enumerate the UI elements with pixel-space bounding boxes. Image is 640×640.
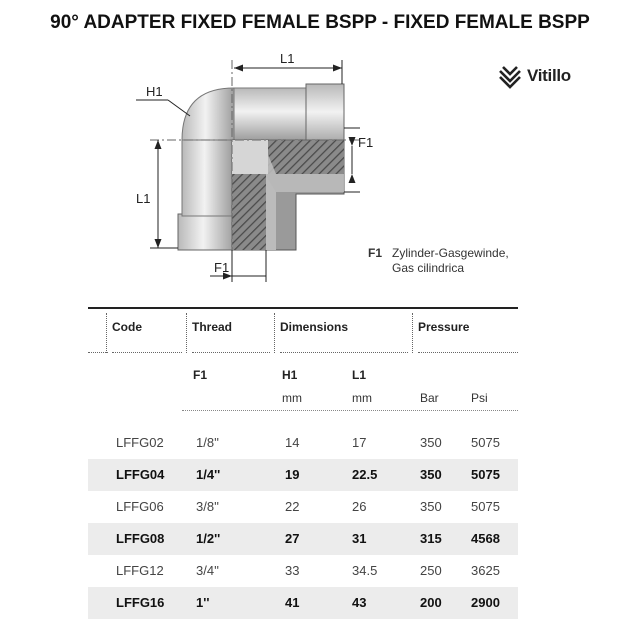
cell-thread: 1/4'' [196, 467, 221, 482]
cell-code: LFFG02 [116, 435, 164, 450]
cell-code: LFFG04 [116, 467, 165, 482]
cell-thread: 1/8'' [196, 435, 220, 450]
subheader-h1: H1 [282, 368, 298, 382]
cell-bar: 350 [420, 467, 442, 482]
cell-l1: 22.5 [352, 467, 378, 482]
cell-thread: 1/2'' [196, 531, 221, 546]
header-underline [192, 352, 270, 353]
subheader-l1: L1 [352, 368, 367, 382]
header-pressure: Pressure [418, 320, 470, 334]
vitillo-logo-icon [497, 63, 523, 89]
cell-psi: 3625 [471, 563, 500, 578]
cell-psi: 5075 [471, 467, 500, 482]
cell-h1: 22 [285, 499, 300, 514]
header-underline [280, 352, 408, 353]
cell-thread: 3/8'' [196, 499, 220, 514]
cell-l1: 17 [352, 435, 367, 450]
cell-l1: 31 [352, 531, 367, 546]
fitting-drawing [110, 50, 410, 290]
table-row [88, 523, 518, 555]
cell-psi: 5075 [471, 435, 500, 450]
cell-code: LFFG06 [116, 499, 164, 514]
legend-line-2: Gas cilindrica [392, 261, 465, 275]
cell-h1: 27 [285, 531, 300, 546]
vertical-body [182, 140, 232, 216]
cell-l1: 43 [352, 595, 367, 610]
header-dimensions: Dimensions [280, 320, 349, 334]
header-underline [112, 352, 182, 353]
header-underline [88, 352, 108, 353]
elbow-bend [182, 88, 234, 140]
column-divider [274, 313, 275, 353]
cell-code: LFFG08 [116, 531, 165, 546]
l1-top-label: L1 [280, 51, 295, 66]
cell-code: LFFG16 [116, 595, 165, 610]
l1-left-label: L1 [136, 191, 151, 206]
right-nut [306, 84, 344, 146]
cell-bar: 350 [420, 499, 442, 514]
column-divider [186, 313, 187, 353]
subheader-h1-unit: mm [282, 391, 302, 405]
brand-name: Vitillo [527, 66, 571, 85]
header-underline [418, 352, 518, 353]
cell-h1: 41 [285, 595, 300, 610]
table-row [88, 427, 518, 459]
cell-bar: 350 [420, 435, 442, 450]
cell-h1: 33 [285, 563, 300, 578]
cell-l1: 34.5 [352, 563, 378, 578]
table-row [88, 459, 518, 491]
page-title: 90° ADAPTER FIXED FEMALE BSPP - FIXED FEMALE BSPP [50, 12, 590, 33]
h1-label: H1 [146, 84, 163, 99]
subheader-bar: Bar [420, 391, 439, 405]
brand-logo [497, 62, 571, 90]
cell-bar: 315 [420, 531, 442, 546]
header-code: Code [112, 320, 142, 334]
cell-thread: 3/4'' [196, 563, 220, 578]
table-row [88, 587, 518, 619]
table-row [88, 555, 518, 587]
cell-code: LFFG12 [116, 563, 164, 578]
subheader-l1-unit: mm [352, 391, 372, 405]
legend-line-1: Zylinder-Gasgewinde, [392, 246, 509, 260]
table-top-rule [88, 307, 518, 309]
column-divider [412, 313, 413, 353]
cell-thread: 1'' [196, 595, 210, 610]
horizontal-thread [268, 140, 344, 174]
subheader-rule [182, 410, 518, 411]
cell-psi: 4568 [471, 531, 500, 546]
vertical-thread [232, 174, 266, 250]
cell-psi: 2900 [471, 595, 500, 610]
cell-h1: 14 [285, 435, 300, 450]
table-row [88, 491, 518, 523]
subheader-f1: F1 [193, 368, 208, 382]
cell-bar: 250 [420, 563, 442, 578]
cell-l1: 26 [352, 499, 367, 514]
cell-h1: 19 [285, 467, 300, 482]
cell-bar: 200 [420, 595, 442, 610]
subheader-psi: Psi [471, 391, 488, 405]
column-divider [106, 313, 107, 353]
header-thread: Thread [192, 320, 233, 334]
horizontal-body [234, 88, 308, 140]
f1-bottom-label: F1 [214, 260, 230, 275]
legend-key: F1 [368, 246, 383, 260]
thread-legend [368, 246, 509, 276]
bottom-nut [178, 214, 234, 250]
f1-right-label: F1 [358, 135, 374, 150]
cell-psi: 5075 [471, 499, 500, 514]
